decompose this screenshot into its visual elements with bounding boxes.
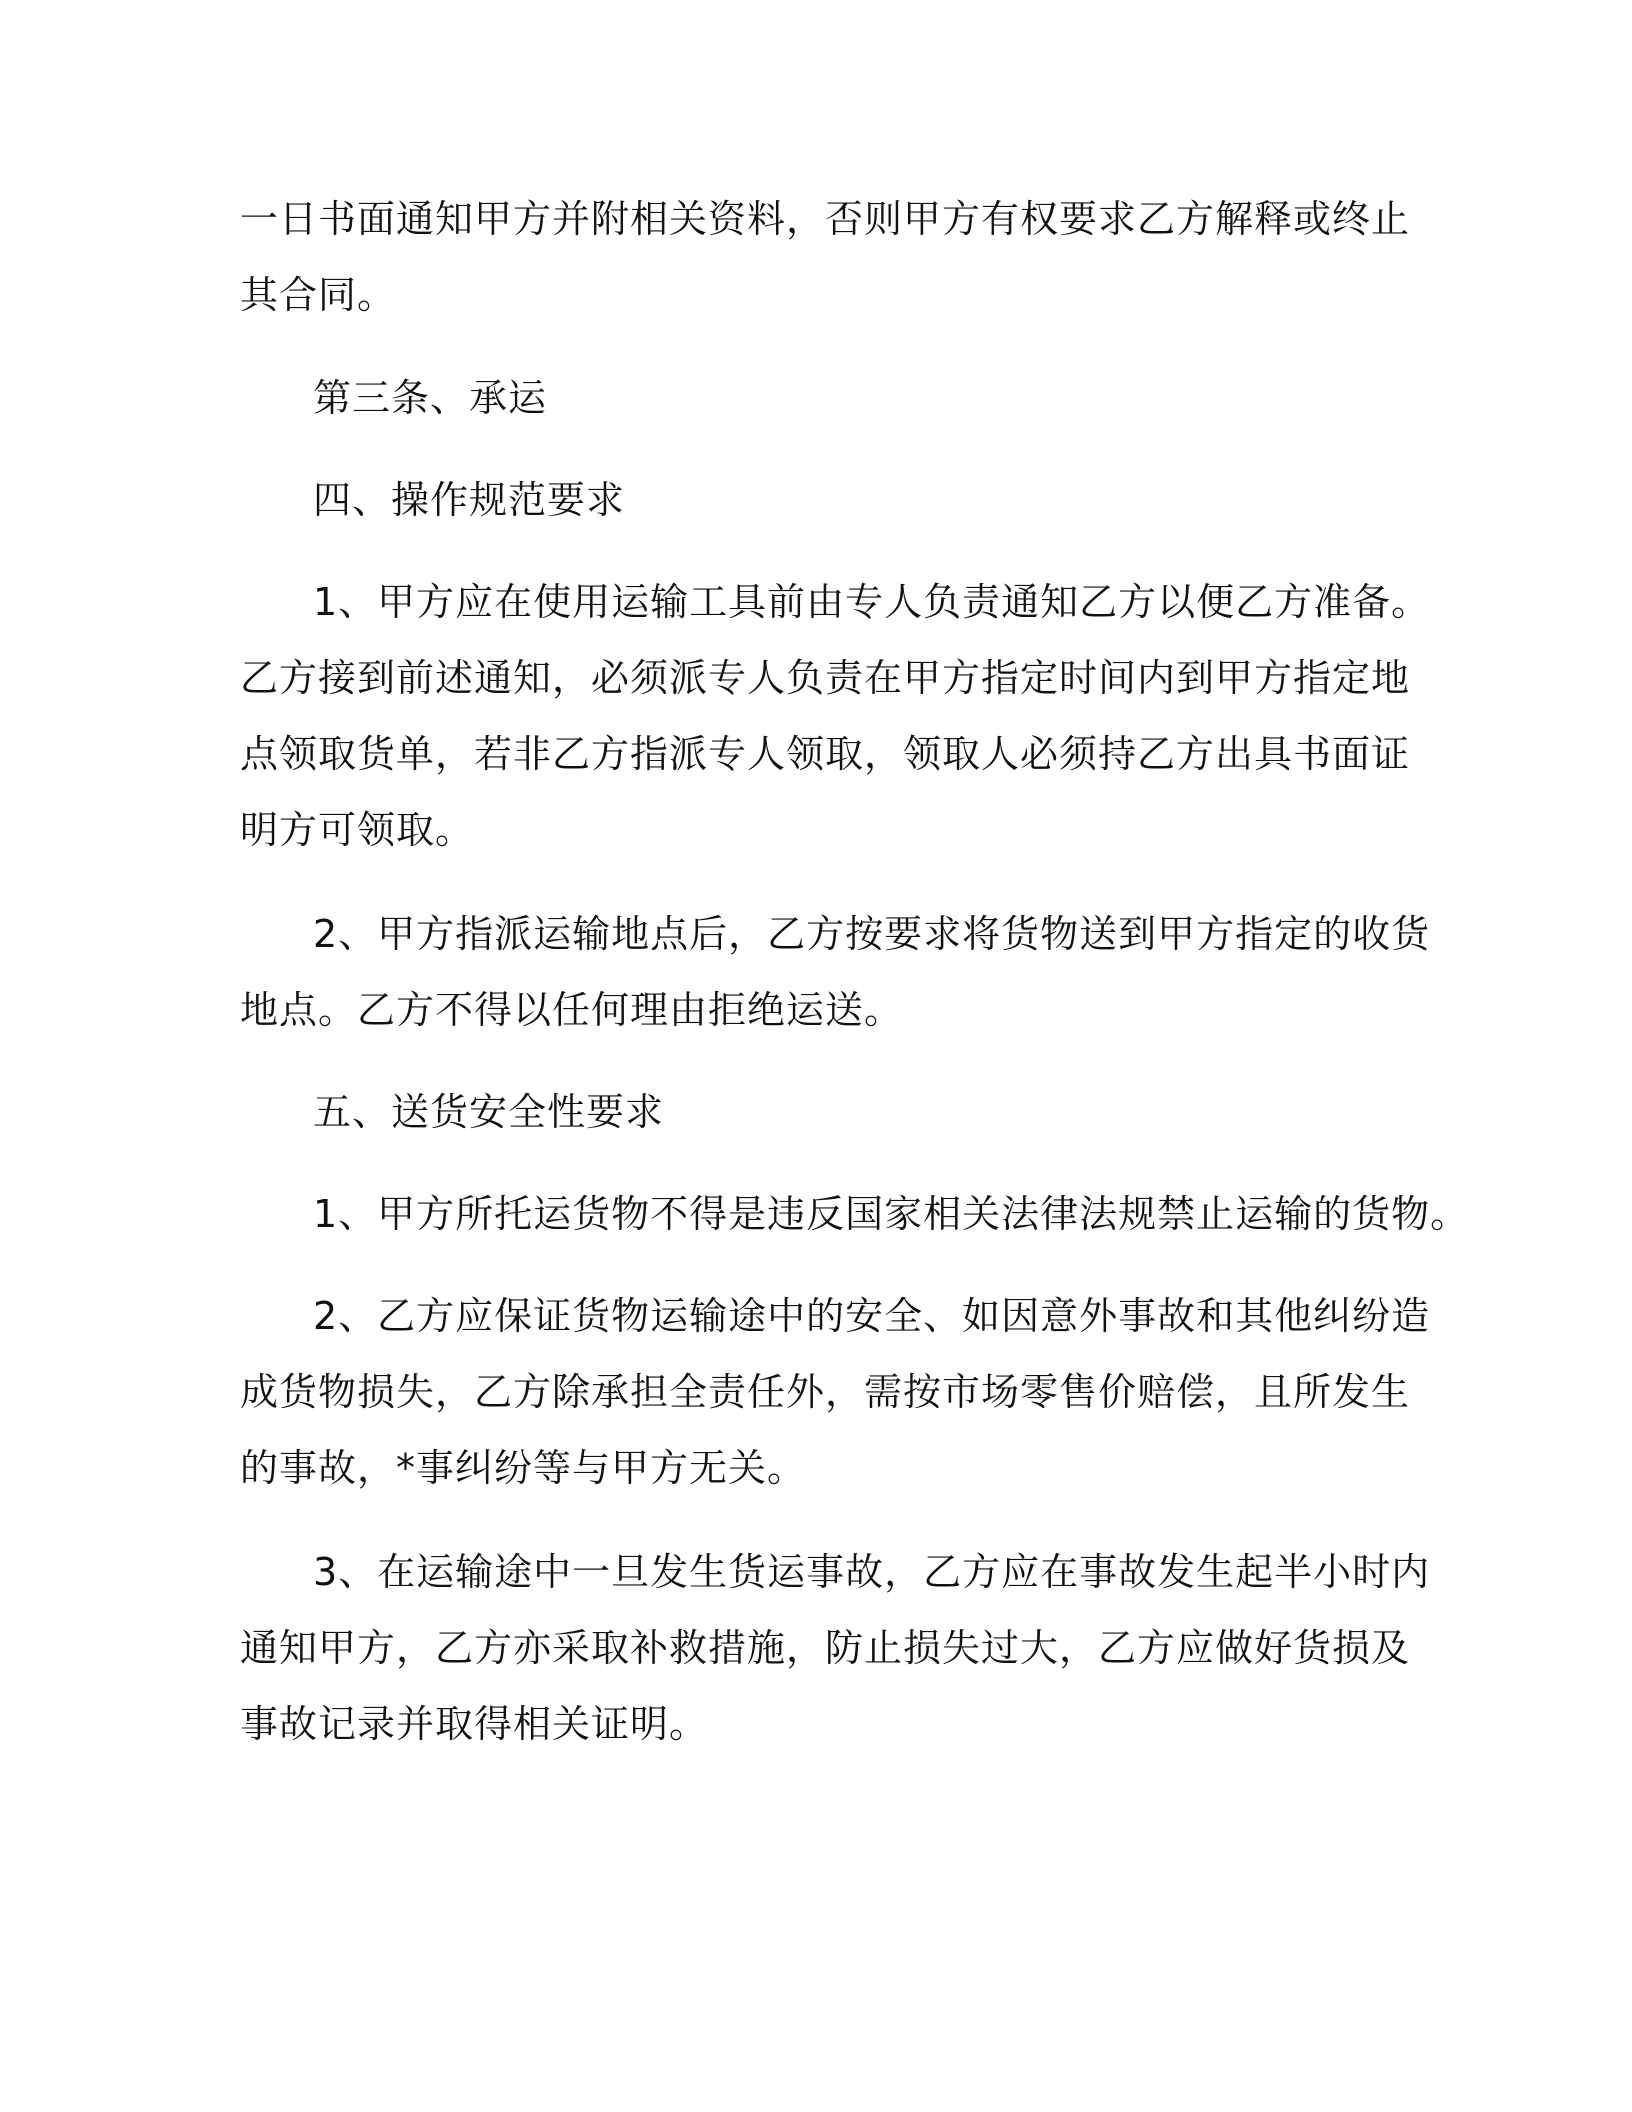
- paragraph-line: 其合同。: [240, 273, 397, 317]
- paragraph-line: 事故记录并取得相关证明。: [240, 1702, 709, 1746]
- paragraph-line: 成货物损失，乙方除承担全责任外，需按市场零售价赔偿，且所发生: [240, 1370, 1411, 1414]
- section-heading: 第三条、承运: [313, 376, 548, 420]
- paragraph-line: 点领取货单，若非乙方指派专人领取，领取人必须持乙方出具书面证: [240, 732, 1411, 776]
- paragraph-line: 2、甲方指派运输地点后，乙方按要求将货物送到甲方指定的收货: [313, 912, 1431, 956]
- paragraph-line: 3、在运输途中一旦发生货运事故，乙方应在事故发生起半小时内: [313, 1550, 1431, 1594]
- paragraph-line: 1、甲方所托运货物不得是违反国家相关法律法规禁止运输的货物。: [313, 1192, 1470, 1236]
- paragraph-line: 1、甲方应在使用运输工具前由专人负责通知乙方以便乙方准备。: [313, 580, 1431, 624]
- paragraph-line: 乙方接到前述通知，必须派专人负责在甲方指定时间内到甲方指定地: [240, 656, 1411, 700]
- paragraph-line: 一日书面通知甲方并附相关资料，否则甲方有权要求乙方解释或终止: [240, 197, 1411, 241]
- paragraph-line: 的事故，*事纠纷等与甲方无关。: [240, 1446, 807, 1490]
- paragraph-line: 2、乙方应保证货物运输途中的安全、如因意外事故和其他纠纷造: [313, 1294, 1431, 1338]
- paragraph-line: 地点。乙方不得以任何理由拒绝运送。: [240, 988, 904, 1032]
- section-heading: 五、送货安全性要求: [313, 1090, 665, 1134]
- paragraph-line: 通知甲方，乙方亦采取补救措施，防止损失过大，乙方应做好货损及: [240, 1626, 1411, 1670]
- section-heading: 四、操作规范要求: [313, 478, 626, 522]
- paragraph-line: 明方可领取。: [240, 808, 475, 852]
